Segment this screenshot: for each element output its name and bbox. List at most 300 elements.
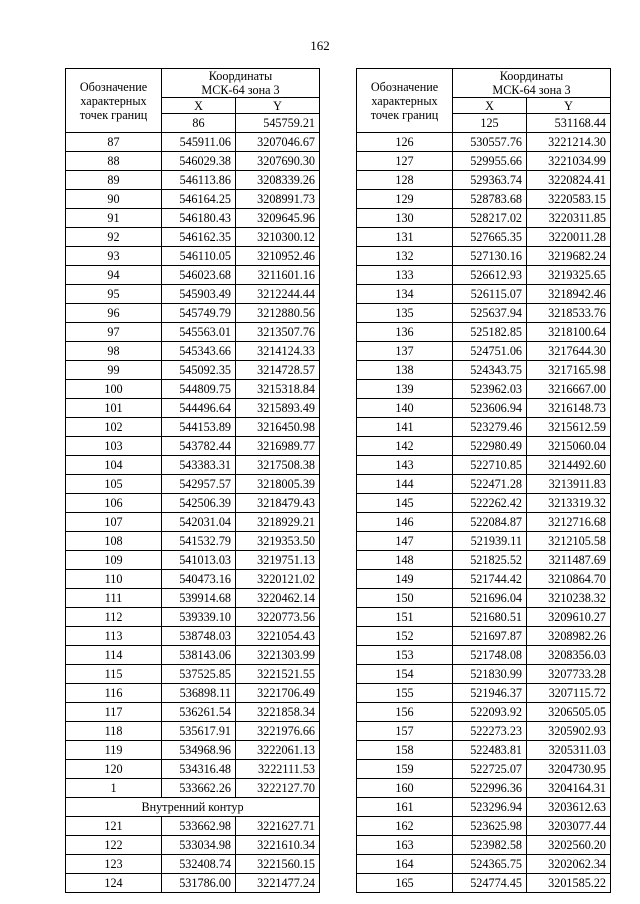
x-cell: 525637.94 (453, 304, 527, 323)
point-id-cell: 124 (66, 874, 162, 893)
x-cell: 541532.79 (162, 532, 236, 551)
y-cell: 3208982.26 (527, 627, 611, 646)
x-cell: 546162.35 (162, 228, 236, 247)
table-row (357, 798, 611, 817)
table-row (357, 608, 611, 627)
point-id-cell: 142 (357, 437, 453, 456)
y-cell: 3212880.56 (236, 304, 320, 323)
point-id-cell: 141 (357, 418, 453, 437)
x-cell: 527665.35 (453, 228, 527, 247)
x-cell: 522471.28 (453, 475, 527, 494)
header-row-1 (357, 69, 611, 98)
y-cell: 3216667.00 (527, 380, 611, 399)
table-row (66, 361, 320, 380)
y-cell: 3217165.98 (527, 361, 611, 380)
x-cell: 521680.51 (453, 608, 527, 627)
point-id-cell: 113 (66, 627, 162, 646)
table-row (357, 874, 611, 893)
x-cell: 535617.91 (162, 722, 236, 741)
point-id-cell: 133 (357, 266, 453, 285)
y-cell: 3218533.76 (527, 304, 611, 323)
header-label (66, 69, 162, 133)
x-cell: 545092.35 (162, 361, 236, 380)
table-row (357, 589, 611, 608)
x-cell: 524365.75 (453, 855, 527, 874)
x-cell: 541013.03 (162, 551, 236, 570)
table-row (357, 133, 611, 152)
point-id-cell: 115 (66, 665, 162, 684)
table-row (66, 589, 320, 608)
x-cell: 546180.43 (162, 209, 236, 228)
y-cell: 3221477.24 (236, 874, 320, 893)
y-cell: 3213319.32 (527, 494, 611, 513)
table-row (357, 171, 611, 190)
header-coords-line-2: МСК-64 зона 3 (201, 83, 280, 97)
point-id-cell: 121 (66, 817, 162, 836)
table-row (357, 209, 611, 228)
x-cell: 540473.16 (162, 570, 236, 589)
point-id-cell: 87 (66, 133, 162, 152)
y-cell: 3215612.59 (527, 418, 611, 437)
x-cell: 522093.92 (453, 703, 527, 722)
y-cell: 3212716.68 (527, 513, 611, 532)
y-cell: 3222127.70 (236, 779, 320, 798)
x-cell: 523296.94 (453, 798, 527, 817)
y-cell: 3215318.84 (236, 380, 320, 399)
point-id-cell: 163 (357, 836, 453, 855)
y-cell: 3221610.34 (236, 836, 320, 855)
point-id-cell: 109 (66, 551, 162, 570)
table-row (66, 779, 320, 798)
x-cell: 545903.49 (162, 285, 236, 304)
x-cell: 522483.81 (453, 741, 527, 760)
header-label-line-3: точек границ (79, 107, 148, 122)
x-cell: 538748.03 (162, 627, 236, 646)
table-row (357, 760, 611, 779)
y-cell: 3222111.53 (236, 760, 320, 779)
table-row (357, 551, 611, 570)
y-cell: 3203077.44 (527, 817, 611, 836)
table-row (66, 494, 320, 513)
point-id-cell: 127 (357, 152, 453, 171)
table-row (66, 171, 320, 190)
x-cell: 529363.74 (453, 171, 527, 190)
x-cell: 521830.99 (453, 665, 527, 684)
table-row (66, 855, 320, 874)
point-id-cell: 138 (357, 361, 453, 380)
header-label-line-3: точек границ (370, 107, 439, 122)
table-row (66, 399, 320, 418)
y-cell: 3220311.85 (527, 209, 611, 228)
point-id-cell: 97 (66, 323, 162, 342)
x-cell: 522980.49 (453, 437, 527, 456)
y-cell: 3221627.71 (236, 817, 320, 836)
point-id-cell: 148 (357, 551, 453, 570)
table-row (357, 855, 611, 874)
point-id-cell: 134 (357, 285, 453, 304)
table-row (357, 418, 611, 437)
header-label-line-1: Обозначение (79, 79, 148, 94)
y-cell: 3207733.28 (527, 665, 611, 684)
y-cell: 3207046.67 (236, 133, 320, 152)
x-cell: 529955.66 (453, 152, 527, 171)
y-cell: 3219325.65 (527, 266, 611, 285)
table-row (357, 646, 611, 665)
point-id-cell: 1 (66, 779, 162, 798)
point-id-cell: 128 (357, 171, 453, 190)
x-cell: 531168.44 (527, 114, 611, 133)
point-id-cell: 154 (357, 665, 453, 684)
table-row (66, 209, 320, 228)
point-id-cell: 151 (357, 608, 453, 627)
x-cell: 546164.25 (162, 190, 236, 209)
x-cell: 534316.48 (162, 760, 236, 779)
point-id-cell: 106 (66, 494, 162, 513)
table-row (357, 399, 611, 418)
y-cell: 3221303.99 (236, 646, 320, 665)
table-row (66, 228, 320, 247)
point-id-cell: 103 (66, 437, 162, 456)
y-cell: 3209610.27 (527, 608, 611, 627)
y-cell: 3218005.39 (236, 475, 320, 494)
table-row (66, 836, 320, 855)
table-row (66, 152, 320, 171)
point-id-cell: 145 (357, 494, 453, 513)
x-cell: 544809.75 (162, 380, 236, 399)
x-cell: 542506.39 (162, 494, 236, 513)
table-row (66, 570, 320, 589)
x-cell: 545343.66 (162, 342, 236, 361)
x-cell: 546110.05 (162, 247, 236, 266)
point-id-cell: 131 (357, 228, 453, 247)
section-label: Внутренний контур (66, 798, 320, 817)
table-row (357, 266, 611, 285)
point-id-cell: 136 (357, 323, 453, 342)
section-row (66, 798, 320, 817)
x-cell: 546113.86 (162, 171, 236, 190)
table-row (66, 722, 320, 741)
x-cell: 521946.37 (453, 684, 527, 703)
point-id-cell: 105 (66, 475, 162, 494)
y-cell: 3216989.77 (236, 437, 320, 456)
point-id-cell: 159 (357, 760, 453, 779)
x-cell: 522084.87 (453, 513, 527, 532)
y-cell: 3210300.12 (236, 228, 320, 247)
x-cell: 523279.46 (453, 418, 527, 437)
y-cell: 3211487.69 (527, 551, 611, 570)
y-cell: 3215060.04 (527, 437, 611, 456)
x-cell: 545759.21 (236, 114, 320, 133)
x-cell: 522710.85 (453, 456, 527, 475)
x-cell: 521825.52 (453, 551, 527, 570)
point-id-cell: 150 (357, 589, 453, 608)
table-row (357, 228, 611, 247)
point-id-cell: 96 (66, 304, 162, 323)
y-cell: 3206505.05 (527, 703, 611, 722)
y-cell: 3219682.24 (527, 247, 611, 266)
y-cell: 3208356.03 (527, 646, 611, 665)
y-cell: 3214124.33 (236, 342, 320, 361)
x-cell: 536898.11 (162, 684, 236, 703)
point-id-cell: 155 (357, 684, 453, 703)
point-id-cell: 158 (357, 741, 453, 760)
table-row (66, 532, 320, 551)
table-row (357, 437, 611, 456)
table-row (66, 817, 320, 836)
table-row (66, 665, 320, 684)
table-row (66, 323, 320, 342)
y-cell: 3201585.22 (527, 874, 611, 893)
x-cell: 523625.98 (453, 817, 527, 836)
y-cell: 3220462.14 (236, 589, 320, 608)
point-id-cell: 107 (66, 513, 162, 532)
table-row (357, 342, 611, 361)
header-y: Y (236, 98, 320, 114)
y-cell: 3216450.98 (236, 418, 320, 437)
point-id-cell: 140 (357, 399, 453, 418)
header-label-line-2: характерных (371, 93, 438, 108)
table-row (357, 513, 611, 532)
point-id-cell: 110 (66, 570, 162, 589)
header-y: Y (527, 98, 611, 114)
table-row (66, 608, 320, 627)
point-id-cell: 146 (357, 513, 453, 532)
point-id-cell: 135 (357, 304, 453, 323)
table-row (66, 475, 320, 494)
x-cell: 525182.85 (453, 323, 527, 342)
table-row (66, 437, 320, 456)
table-row (357, 722, 611, 741)
table-row (66, 513, 320, 532)
y-cell: 3215893.49 (236, 399, 320, 418)
table-row (66, 456, 320, 475)
y-cell: 3205902.93 (527, 722, 611, 741)
x-cell: 527130.16 (453, 247, 527, 266)
x-cell: 521697.87 (453, 627, 527, 646)
point-id-cell: 144 (357, 475, 453, 494)
y-cell: 3207690.30 (236, 152, 320, 171)
table-row (66, 760, 320, 779)
table-row (357, 304, 611, 323)
table-row (66, 247, 320, 266)
point-id-cell: 101 (66, 399, 162, 418)
y-cell: 3208991.73 (236, 190, 320, 209)
point-id-cell: 95 (66, 285, 162, 304)
y-cell: 3204164.31 (527, 779, 611, 798)
x-cell: 539339.10 (162, 608, 236, 627)
point-id-cell: 160 (357, 779, 453, 798)
point-id-cell: 153 (357, 646, 453, 665)
y-cell: 3209645.96 (236, 209, 320, 228)
x-cell: 523606.94 (453, 399, 527, 418)
point-id-cell: 118 (66, 722, 162, 741)
table-row (357, 532, 611, 551)
point-id-cell: 126 (357, 133, 453, 152)
y-cell: 3221034.99 (527, 152, 611, 171)
x-cell: 542031.04 (162, 513, 236, 532)
table-row (357, 836, 611, 855)
x-cell: 534968.96 (162, 741, 236, 760)
y-cell: 3202560.20 (527, 836, 611, 855)
x-cell: 533034.98 (162, 836, 236, 855)
table-row (66, 380, 320, 399)
y-cell: 3218929.21 (236, 513, 320, 532)
y-cell: 3214728.57 (236, 361, 320, 380)
table-row (357, 285, 611, 304)
table-row (357, 456, 611, 475)
table-row (357, 247, 611, 266)
point-id-cell: 157 (357, 722, 453, 741)
point-id-cell: 93 (66, 247, 162, 266)
y-cell: 3213911.83 (527, 475, 611, 494)
x-cell: 542957.57 (162, 475, 236, 494)
point-id-cell: 89 (66, 171, 162, 190)
x-cell: 523962.03 (453, 380, 527, 399)
y-cell: 3222061.13 (236, 741, 320, 760)
x-cell: 533662.26 (162, 779, 236, 798)
point-id-cell: 99 (66, 361, 162, 380)
y-cell: 3213507.76 (236, 323, 320, 342)
point-id-cell: 116 (66, 684, 162, 703)
x-cell: 532408.74 (162, 855, 236, 874)
x-cell: 526115.07 (453, 285, 527, 304)
point-id-cell: 152 (357, 627, 453, 646)
y-cell: 3218479.43 (236, 494, 320, 513)
y-cell: 3217508.38 (236, 456, 320, 475)
y-cell: 3203612.63 (527, 798, 611, 817)
point-id-cell: 165 (357, 874, 453, 893)
coordinates-table-left (65, 68, 320, 893)
point-id-cell: 132 (357, 247, 453, 266)
point-id-cell: 143 (357, 456, 453, 475)
y-cell: 3217644.30 (527, 342, 611, 361)
header-coords-line-2: МСК-64 зона 3 (492, 83, 571, 97)
table-row (357, 570, 611, 589)
y-cell: 3221560.15 (236, 855, 320, 874)
x-cell: 523982.58 (453, 836, 527, 855)
y-cell: 3220011.28 (527, 228, 611, 247)
point-id-cell: 111 (66, 589, 162, 608)
table-row (357, 665, 611, 684)
point-id-cell: 100 (66, 380, 162, 399)
x-cell: 545911.06 (162, 133, 236, 152)
y-cell: 3221054.43 (236, 627, 320, 646)
point-id-cell: 156 (357, 703, 453, 722)
table-row (66, 627, 320, 646)
point-id-cell: 119 (66, 741, 162, 760)
x-cell: 539914.68 (162, 589, 236, 608)
point-id-cell: 162 (357, 817, 453, 836)
y-cell: 3210864.70 (527, 570, 611, 589)
y-cell: 3221521.55 (236, 665, 320, 684)
page-number: 162 (310, 38, 330, 53)
point-id-cell: 117 (66, 703, 162, 722)
table-row (357, 741, 611, 760)
y-cell: 3221214.30 (527, 133, 611, 152)
y-cell: 3221706.49 (236, 684, 320, 703)
table-row (66, 703, 320, 722)
table-row (66, 874, 320, 893)
x-cell: 522262.42 (453, 494, 527, 513)
x-cell: 538143.06 (162, 646, 236, 665)
table-row (66, 342, 320, 361)
table-row (66, 741, 320, 760)
x-cell: 544496.64 (162, 399, 236, 418)
y-cell: 3212244.44 (236, 285, 320, 304)
x-cell: 521744.42 (453, 570, 527, 589)
y-cell: 3220583.15 (527, 190, 611, 209)
table-row (66, 133, 320, 152)
table-row (357, 779, 611, 798)
point-id-cell: 108 (66, 532, 162, 551)
header-label-line-2: характерных (80, 93, 147, 108)
y-cell: 3205311.03 (527, 741, 611, 760)
x-cell: 521748.08 (453, 646, 527, 665)
table-row (357, 684, 611, 703)
point-id-cell: 91 (66, 209, 162, 228)
x-cell: 524343.75 (453, 361, 527, 380)
y-cell: 3214492.60 (527, 456, 611, 475)
point-id-cell: 104 (66, 456, 162, 475)
x-cell: 536261.54 (162, 703, 236, 722)
y-cell: 3212105.58 (527, 532, 611, 551)
point-id-cell: 114 (66, 646, 162, 665)
table-row (357, 323, 611, 342)
y-cell: 3210952.46 (236, 247, 320, 266)
point-id-cell: 161 (357, 798, 453, 817)
y-cell: 3220773.56 (236, 608, 320, 627)
table-row (66, 285, 320, 304)
y-cell: 3220824.41 (527, 171, 611, 190)
x-cell: 546023.68 (162, 266, 236, 285)
x-cell: 524751.06 (453, 342, 527, 361)
table-row (357, 475, 611, 494)
x-cell: 545563.01 (162, 323, 236, 342)
x-cell: 521696.04 (453, 589, 527, 608)
y-cell: 3210238.32 (527, 589, 611, 608)
y-cell: 3220121.02 (236, 570, 320, 589)
point-id-cell: 112 (66, 608, 162, 627)
y-cell: 3208339.26 (236, 171, 320, 190)
point-id-cell: 139 (357, 380, 453, 399)
point-id-cell: 123 (66, 855, 162, 874)
y-cell: 3219751.13 (236, 551, 320, 570)
y-cell: 3221976.66 (236, 722, 320, 741)
x-cell: 543782.44 (162, 437, 236, 456)
header-x: X (453, 98, 527, 114)
x-cell: 531786.00 (162, 874, 236, 893)
x-cell: 524774.45 (453, 874, 527, 893)
table-row (66, 266, 320, 285)
table-row (66, 190, 320, 209)
table-row (357, 361, 611, 380)
point-id-cell: 88 (66, 152, 162, 171)
table-row (66, 551, 320, 570)
x-cell: 522273.23 (453, 722, 527, 741)
header-label (357, 69, 453, 133)
x-cell: 526612.93 (453, 266, 527, 285)
x-cell: 522725.07 (453, 760, 527, 779)
table-row (357, 190, 611, 209)
coordinates-table-right (356, 68, 611, 893)
table-row (66, 304, 320, 323)
y-cell: 3211601.16 (236, 266, 320, 285)
table-row (357, 152, 611, 171)
table-row (66, 646, 320, 665)
point-id-cell: 129 (357, 190, 453, 209)
table-row (357, 627, 611, 646)
point-id-cell: 125 (453, 114, 527, 133)
